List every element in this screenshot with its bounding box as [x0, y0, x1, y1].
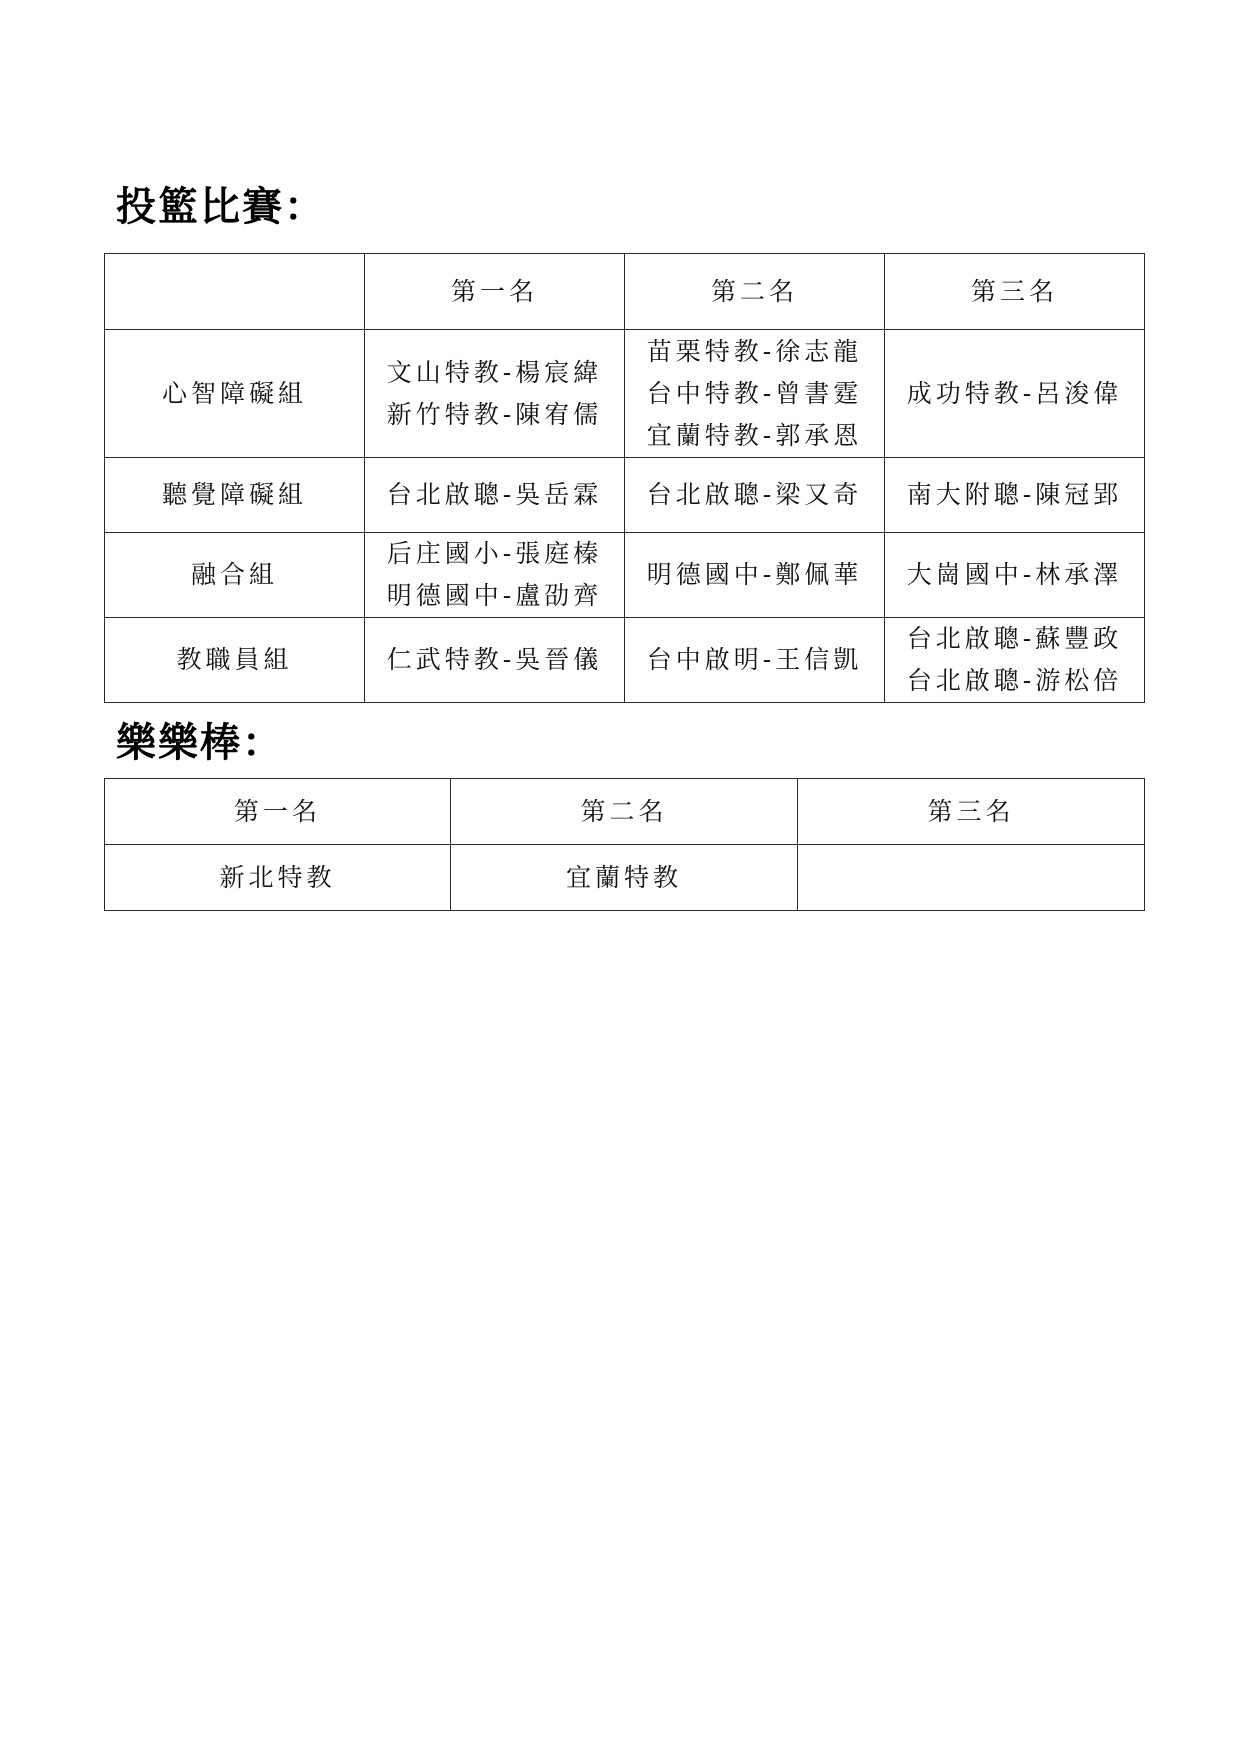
header-cell-second: 第二名 — [451, 779, 798, 845]
third-place-cell — [885, 618, 1145, 703]
winner-entry: 后庄國小-張庭榛 — [386, 539, 603, 568]
winner-entry: 南大附聰-陳冠郢 — [906, 480, 1123, 509]
group-cell: 融合組 — [105, 533, 365, 618]
third-place-cell — [885, 330, 1145, 458]
second-place-cell — [625, 618, 885, 703]
winner-entry: 台北啟聰-梁又奇 — [646, 480, 863, 509]
winner-entry: 台北啟聰-吳岳霖 — [386, 480, 603, 509]
winner-entry: 台北啟聰-蘇豐政 — [906, 624, 1123, 653]
group-cell: 教職員組 — [105, 618, 365, 703]
winner-entry: 文山特教-楊宸緯 — [386, 357, 603, 387]
winner-entry: 明德國中-鄭佩華 — [646, 560, 863, 589]
third-place-cell — [885, 458, 1145, 533]
table-row — [105, 458, 1145, 533]
third-place-cell — [885, 533, 1145, 618]
winner-entry: 宜蘭特教-郭承恩 — [646, 420, 863, 450]
header-cell-third: 第三名 — [885, 254, 1145, 330]
first-place-cell — [365, 330, 625, 458]
table-header-row — [105, 254, 1145, 330]
header-cell-third: 第三名 — [798, 779, 1145, 845]
table-row — [105, 618, 1145, 703]
winner-entry: 成功特教-呂浚偉 — [906, 378, 1123, 408]
winner-entry: 仁武特教-吳晉儀 — [386, 645, 603, 674]
basketball-results-table — [104, 253, 1145, 703]
header-cell-group — [105, 254, 365, 330]
baseball-section-title: 樂樂棒： — [116, 720, 284, 766]
second-place-cell — [625, 330, 885, 458]
second-place-cell — [625, 458, 885, 533]
second-place-cell: 宜蘭特教 — [451, 845, 798, 911]
winner-entry: 台中特教-曾書霆 — [646, 378, 863, 408]
first-place-cell: 新北特教 — [105, 845, 451, 911]
winner-entry: 苗栗特教-徐志龍 — [646, 336, 863, 366]
third-place-cell — [798, 845, 1145, 911]
winner-entry: 明德國中-盧劭齊 — [386, 581, 603, 610]
table-row — [105, 845, 1145, 911]
first-place-cell — [365, 533, 625, 618]
baseball-results-table — [104, 778, 1145, 911]
first-place-cell — [365, 618, 625, 703]
header-cell-second: 第二名 — [625, 254, 885, 330]
winner-entry: 台北啟聰-游松倍 — [906, 666, 1123, 695]
table-header-row — [105, 779, 1145, 845]
winner-entry: 大崗國中-林承澤 — [906, 560, 1123, 589]
first-place-cell — [365, 458, 625, 533]
basketball-section-title: 投籃比賽： — [116, 184, 326, 230]
table-row — [105, 330, 1145, 458]
group-cell: 心智障礙組 — [105, 330, 365, 458]
group-cell: 聽覺障礙組 — [105, 458, 365, 533]
winner-entry: 台中啟明-王信凱 — [646, 645, 863, 674]
second-place-cell — [625, 533, 885, 618]
winner-entry: 新竹特教-陳宥儒 — [386, 399, 603, 429]
header-cell-first: 第一名 — [365, 254, 625, 330]
header-cell-first: 第一名 — [105, 779, 451, 845]
table-row — [105, 533, 1145, 618]
